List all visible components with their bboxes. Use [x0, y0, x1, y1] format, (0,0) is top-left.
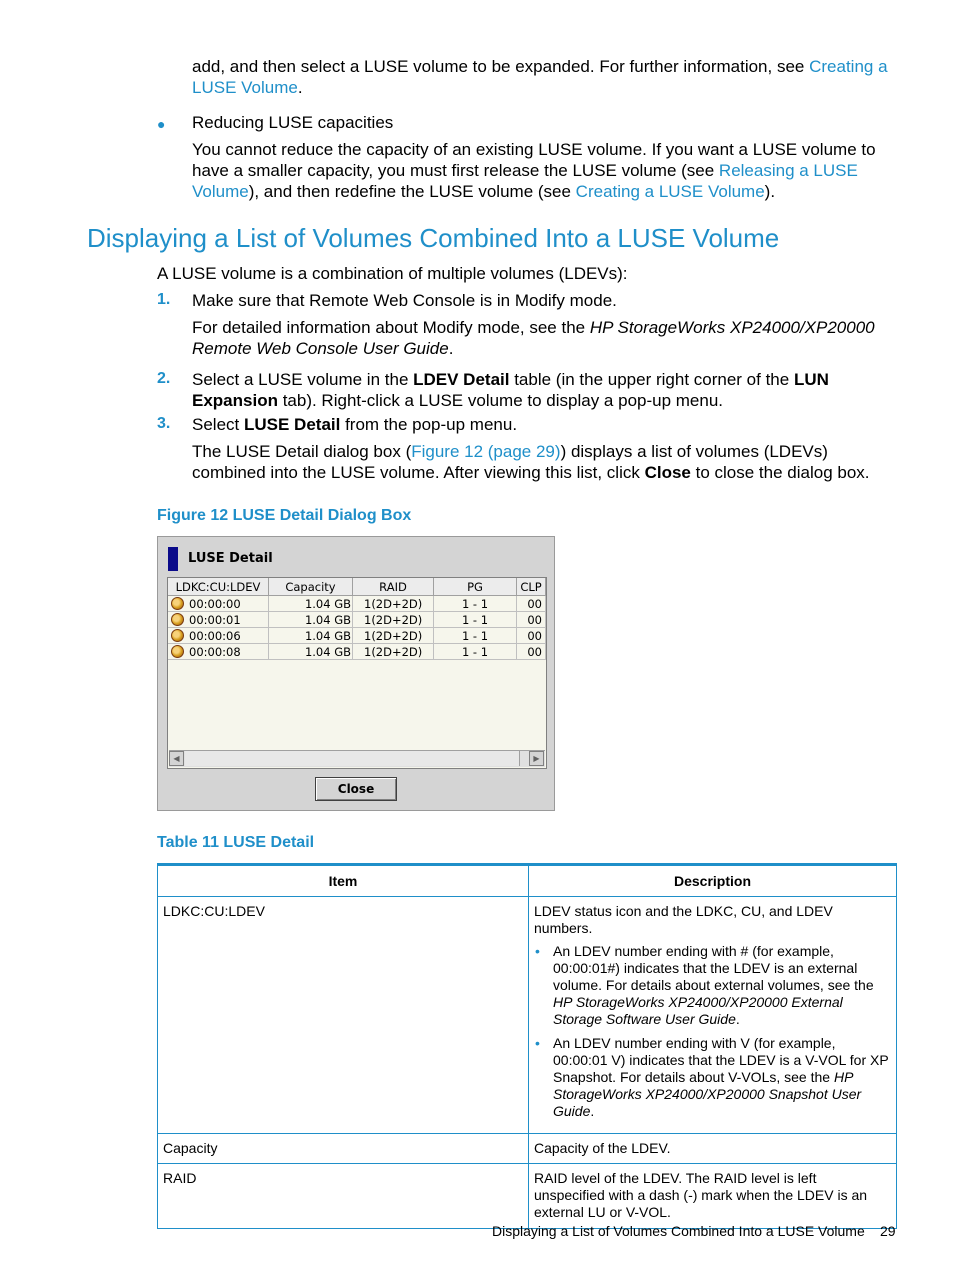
section-lead: A LUSE volume is a combination of multiple volumes (LDEVs): — [157, 264, 628, 283]
page-number: 29 — [880, 1223, 896, 1239]
ldev-value: 00:00:00 — [189, 597, 241, 611]
description-text: LDEV status icon and the LDKC, CU, and LDEV numbers. — [534, 903, 833, 936]
raid-cell: 1(2D+2D) — [353, 644, 434, 660]
footer-title: Displaying a List of Volumes Combined Into a LUSE Volume — [492, 1223, 865, 1239]
step-3-note-c: to close the dialog box. — [690, 463, 870, 482]
clp-cell: 00 — [517, 628, 546, 644]
ldev-cell — [168, 612, 269, 628]
close-term: Close — [644, 463, 691, 482]
step-3-number: 3. — [157, 415, 171, 432]
step-3-post: from the pop-up menu. — [340, 415, 518, 434]
luse-detail-table — [157, 863, 897, 1229]
step-3-note-a: The LUSE Detail dialog box ( — [192, 442, 412, 461]
close-button[interactable]: Close — [315, 777, 397, 801]
item-cell: LDKC:CU:LDEV — [158, 897, 529, 1134]
luse-detail-term: LUSE Detail — [243, 415, 341, 434]
snapshot-guide-title: HP StorageWorks XP24000/XP20000 Snapshot User Guide — [553, 1069, 862, 1119]
luse-detail-grid — [167, 577, 547, 769]
table-row[interactable] — [168, 612, 546, 628]
p2-text-c: ). — [764, 182, 776, 201]
capacity-cell: 1.04 GB — [269, 644, 353, 660]
item-cell: Capacity — [158, 1134, 529, 1164]
step-3-pre: Select — [192, 415, 244, 434]
clp-cell: 00 — [517, 644, 546, 660]
bullet-text: An LDEV number ending with V (for example, 00:00:01 V) indicates that the LDEV is a V-VOL for XP Snapshot. For details about V-VOLs, see the — [553, 1035, 889, 1085]
step-1-note-text: For detailed information about Modify mode, see the — [192, 318, 590, 337]
table-row[interactable] — [168, 596, 546, 612]
step-1-number: 1. — [157, 291, 171, 308]
bullet-end: . — [735, 1011, 740, 1027]
external-guide-title: HP StorageWorks XP24000/XP20000 External Storage Software User Guide — [553, 994, 843, 1027]
capacity-cell: 1.04 GB — [269, 628, 353, 644]
ldev-status-icon — [171, 613, 184, 626]
ldev-value: 00:00:08 — [189, 645, 241, 659]
dialog-title: LUSE Detail — [188, 551, 273, 566]
ldev-status-icon — [171, 645, 184, 658]
scroll-left-icon[interactable]: ◀ — [169, 751, 184, 766]
intro-paragraph-1 — [192, 56, 897, 98]
raid-cell: 1(2D+2D) — [353, 628, 434, 644]
clp-cell: 00 — [517, 596, 546, 612]
item-cell: RAID — [158, 1164, 529, 1229]
pg-cell: 1 - 1 — [434, 644, 517, 660]
capacity-cell: 1.04 GB — [269, 596, 353, 612]
clp-cell: 00 — [517, 612, 546, 628]
column-header-clp[interactable]: CLP — [517, 578, 546, 596]
figure-caption: Figure 12 LUSE Detail Dialog Box — [157, 507, 412, 524]
raid-cell: 1(2D+2D) — [353, 612, 434, 628]
table-row — [158, 1134, 897, 1164]
ldev-status-icon — [171, 597, 184, 610]
column-header-raid[interactable]: RAID — [353, 578, 434, 596]
description-cell: Capacity of the LDEV. — [529, 1134, 897, 1164]
bullet-icon: ● — [157, 116, 166, 132]
step-3-text — [192, 414, 517, 435]
step-3-note-b: ) displays a list of volumes (LDEVs) combined into the LUSE volume. After viewing this list, click — [192, 442, 828, 482]
creating-luse-link-2[interactable]: Creating a LUSE Volume — [575, 182, 765, 201]
ldev-value: 00:00:01 — [189, 613, 241, 627]
luse-detail-dialog — [157, 536, 555, 811]
description-cell: RAID level of the LDEV. The RAID level is left unspecified with a dash (-) mark when the LDEV is an external LU or V-VOL. — [529, 1164, 897, 1229]
pg-cell: 1 - 1 — [434, 612, 517, 628]
table-header-row — [158, 865, 897, 897]
pg-cell: 1 - 1 — [434, 628, 517, 644]
intro-paragraph-2 — [192, 139, 900, 202]
releasing-luse-link[interactable]: Releasing a LUSE Volume — [192, 161, 858, 201]
bullet-title: Reducing LUSE capacities — [192, 113, 394, 132]
description-header: Description — [529, 865, 897, 897]
section-heading: Displaying a List of Volumes Combined Into a LUSE Volume — [87, 223, 780, 253]
pg-cell: 1 - 1 — [434, 596, 517, 612]
column-header-pg[interactable]: PG — [434, 578, 517, 596]
intro-text: add, and then select a LUSE volume to be expanded. For further information, see — [192, 57, 810, 76]
figure-12-link[interactable]: Figure 12 (page 29) — [411, 442, 561, 461]
bullet-end: . — [590, 1103, 595, 1119]
ldev-cell — [168, 628, 269, 644]
bullet-text: An LDEV number ending with # (for example, 00:00:01#) indicates that the LDEV is an external volume. For details about external volumes, see the — [553, 943, 874, 993]
dialog-title-marker — [168, 547, 178, 571]
table-row[interactable] — [168, 628, 546, 644]
scroll-right-icon[interactable]: ▶ — [529, 751, 544, 766]
p2-text-a: You cannot reduce the capacity of an existing LUSE volume. If you want a LUSE volume to have a smaller capacity, you must first release the LUSE volume (see — [192, 140, 876, 180]
p2-text-b: ), and then redefine the LUSE volume (see — [248, 182, 576, 201]
bullet-external-volume — [553, 943, 891, 1028]
step-2-mid: table (in the upper right corner of the — [509, 370, 794, 389]
creating-luse-link[interactable]: Creating a LUSE Volume — [192, 57, 888, 97]
raid-cell: 1(2D+2D) — [353, 596, 434, 612]
scrollbar-thumb[interactable] — [185, 751, 520, 766]
horizontal-scrollbar[interactable] — [169, 750, 545, 767]
bullet-vvol — [553, 1035, 891, 1120]
table-caption: Table 11 LUSE Detail — [157, 834, 315, 851]
column-header-ldev[interactable]: LDKC:CU:LDEV — [168, 578, 269, 596]
step-1-text: Make sure that Remote Web Console is in Modify mode. — [192, 291, 617, 310]
step-2-pre: Select a LUSE volume in the — [192, 370, 414, 389]
step-3-note — [192, 441, 900, 483]
ldev-detail-term: LDEV Detail — [413, 370, 510, 389]
step-2-number: 2. — [157, 370, 171, 387]
step-1-note — [192, 317, 900, 359]
intro-period: . — [297, 78, 303, 97]
table-row — [158, 897, 897, 1134]
lun-expansion-term: LUN Expansion — [192, 370, 829, 410]
ldev-status-icon — [171, 629, 184, 642]
capacity-cell: 1.04 GB — [269, 612, 353, 628]
description-cell — [529, 897, 897, 1134]
guide-title: HP StorageWorks XP24000/XP20000 Remote Web Console User Guide — [192, 318, 875, 358]
column-header-capacity[interactable]: Capacity — [269, 578, 353, 596]
ldev-cell — [168, 596, 269, 612]
ldev-cell — [168, 644, 269, 660]
item-header: Item — [158, 865, 529, 897]
step-2-post: tab). Right-click a LUSE volume to display a pop-up menu. — [277, 391, 724, 410]
ldev-value: 00:00:06 — [189, 629, 241, 643]
description-bullets — [534, 943, 891, 1120]
step-2-text — [192, 369, 900, 411]
table-row[interactable] — [168, 644, 546, 660]
table-row — [158, 1164, 897, 1229]
step-1-note-end: . — [448, 339, 454, 358]
